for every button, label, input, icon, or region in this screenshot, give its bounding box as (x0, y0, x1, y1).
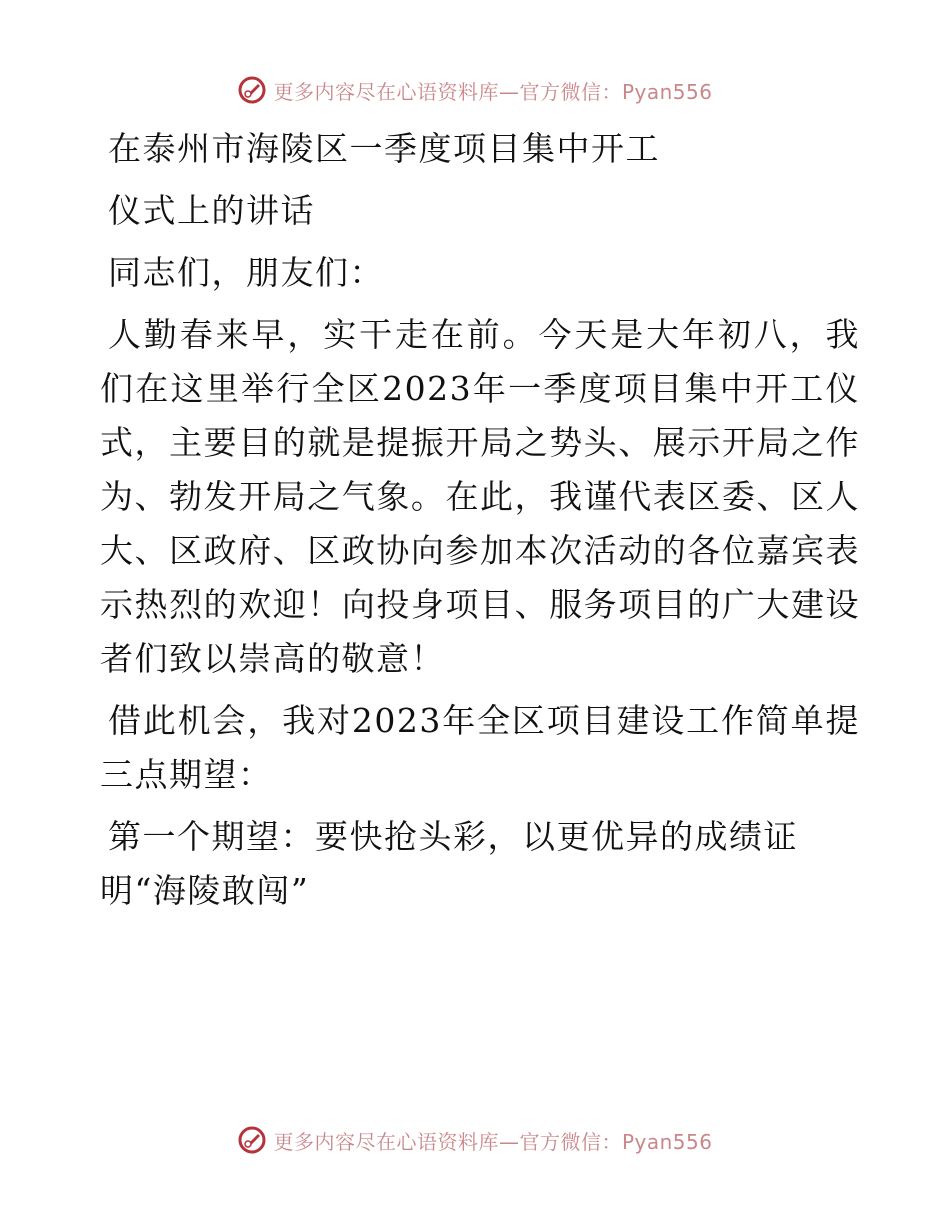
watermark-text: 更多内容尽在心语资料库—官方微信：Pyan556 (273, 79, 713, 104)
salutation: 同志们，朋友们： (108, 253, 384, 292)
top-watermark-banner (0, 70, 950, 110)
paragraph-opening: 人勤春来早，实干走在前。今天是大年初八，我们在这里举行全区2023年一季度项目集中开工仪式，主要目的就是提振开局之势头、展示开局之作为、勃发开局之气象。在此，我谨代表区委、区人大、区政府、区政协向参加本次活动的各位嘉宾表示热烈的欢迎！向投身项目、服务项目的广大建设者们致以崇高的敬意！ (100, 315, 860, 678)
document-title-line-1: 在泰州市海陵区一季度项目集中开工 (108, 129, 660, 168)
bottom-watermark-banner (0, 1120, 950, 1160)
heading-first-expectation-line-1: 第一个期望：要快抢头彩，以更优异的成绩证 (108, 817, 798, 856)
document-body (100, 122, 860, 918)
quill-logo-icon (237, 1125, 267, 1155)
quill-logo-icon (237, 75, 267, 105)
paragraph-expectations: 借此机会，我对2023年全区项目建设工作简单提三点期望： (100, 701, 860, 794)
document-title-line-2: 仪式上的讲话 (108, 191, 315, 230)
heading-first-expectation-line-2: 明“海陵敢闯” (100, 871, 310, 910)
watermark-text: 更多内容尽在心语资料库—官方微信：Pyan556 (273, 1129, 713, 1154)
